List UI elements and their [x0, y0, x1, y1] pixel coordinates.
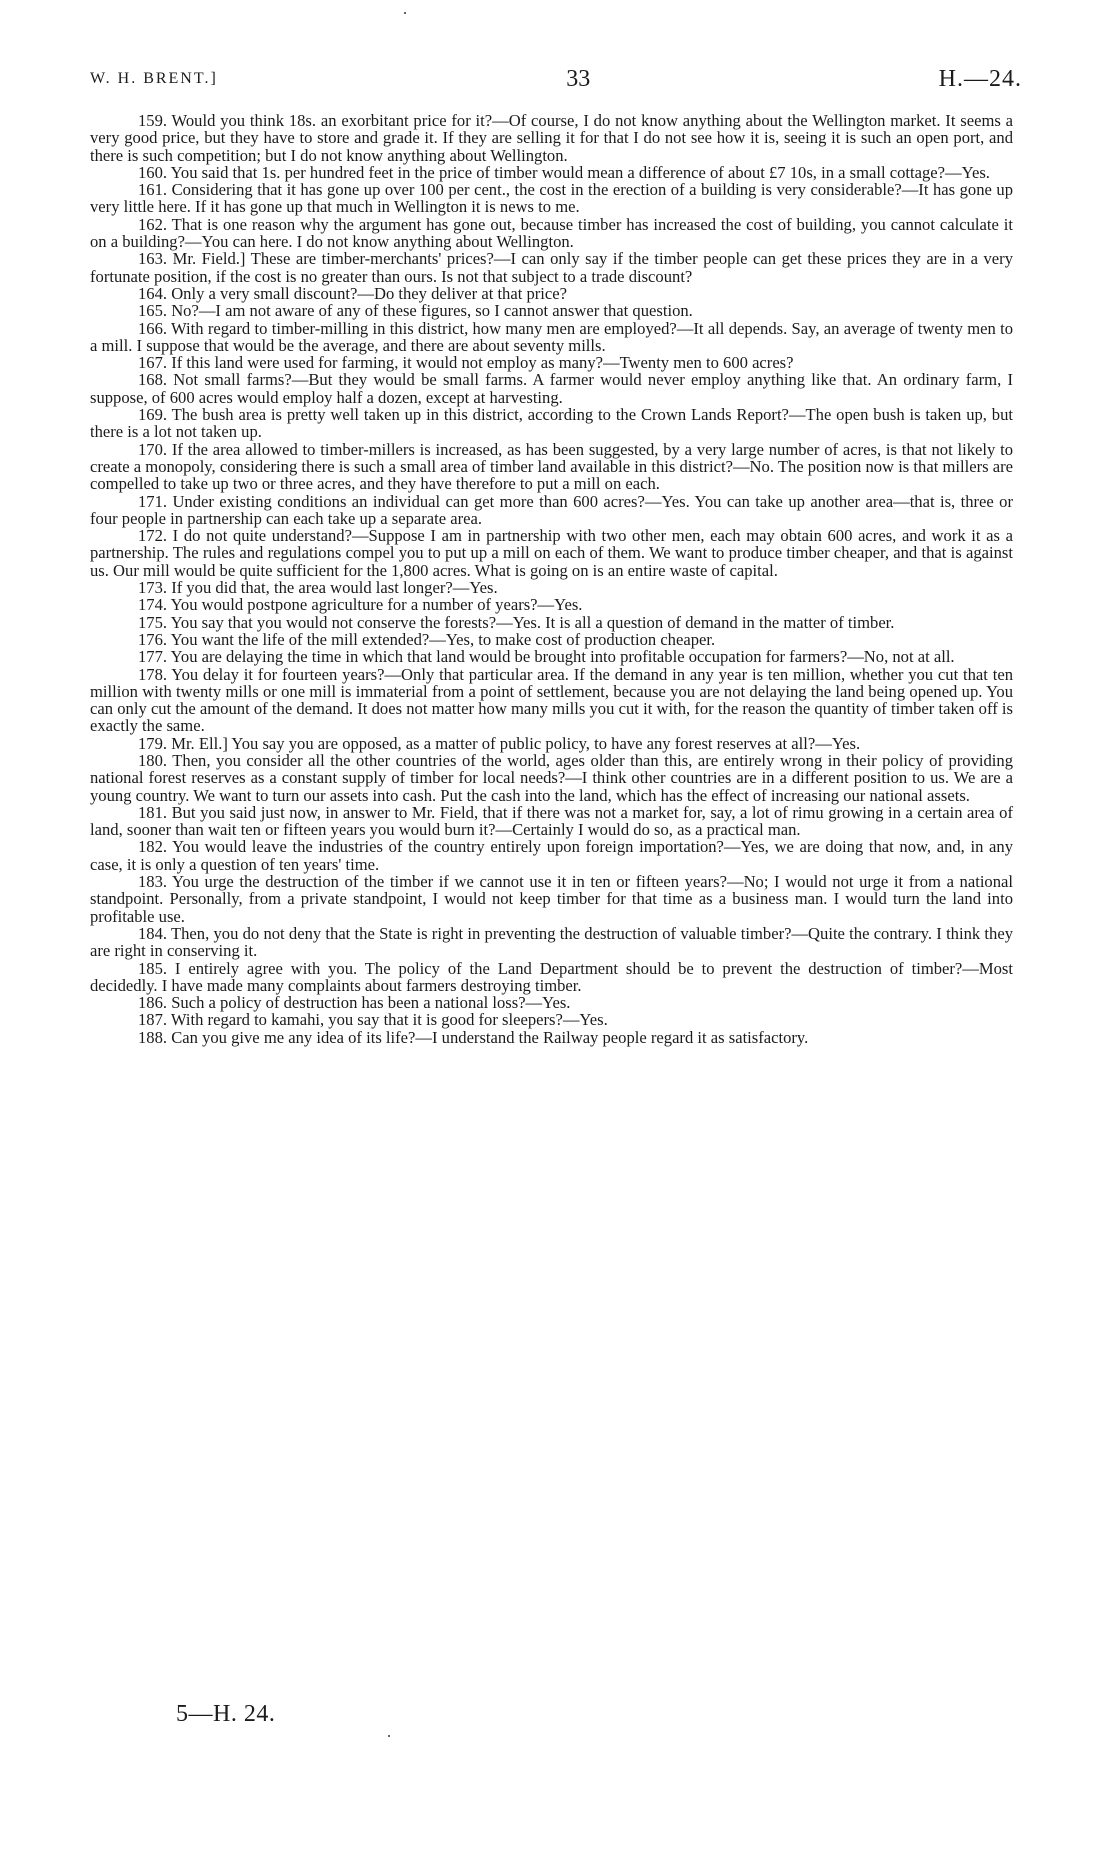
signature-mark: 5—H. 24. — [176, 1701, 276, 1727]
evidence-text — [90, 112, 1013, 1046]
paragraph-177: 177. You are delaying the time in which that land would be brought into profitable occupation for farmers?—No, not at all. — [138, 647, 955, 667]
paragraph-176: 176. You want the life of the mill extended?—Yes, to make cost of production cheaper. — [138, 629, 716, 649]
paragraph-175: 175. You say that you would not conserve the forests?—Yes. It is all a question of demand in the matter of timber. — [138, 612, 895, 632]
paragraph-171: 171. Under existing conditions an individual can get more than 600 acres?—Yes. You can take up another area—that is, three or four people in partnership can each take up a separate area. — [90, 491, 1013, 528]
paragraph-182: 182. You would leave the industries of the country entirely upon foreign importation?—Yes, we are doing that now, and, in any case, it is only a question of ten years' time. — [90, 837, 1013, 874]
paragraph-159: 159. Would you think 18s. an exorbitant price for it?—Of course, I do not know anything about the Wellington market. It seems a very good price, but they have to store and grade it. If they are selling it for that I do not see how it is, seeing it is such an open port, and there is such competition; but I do not know anything about Wellington. — [90, 111, 1013, 165]
paragraph-167: 167. If this land were used for farming, it would not employ as many?—Twenty men to 600 acres? — [138, 353, 794, 373]
paragraph-163: 163. Mr. Field.] These are timber-merchants' prices?—I can only say if the timber people can get these prices they are in a very fortunate position, if the cost is no greater than ours. Is not that subject to a trade discount? — [90, 249, 1013, 286]
paragraph-165: 165. No?—I am not aware of any of these figures, so I cannot answer that question. — [138, 301, 693, 321]
paragraph-186: 186. Such a policy of destruction has been a national loss?—Yes. — [138, 993, 571, 1013]
print-speck — [404, 12, 406, 14]
witness-name: W. H. BRENT.] — [90, 70, 218, 87]
paragraph-162: 162. That is one reason why the argument has gone out, because timber has increased the cost of building, you cannot calculate it on a building?—You can here. I do not know anything about Wellington. — [90, 214, 1013, 252]
paper-reference: H.—24. — [938, 65, 1022, 92]
paragraph-174: 174. You would postpone agriculture for a number of years?—Yes. — [138, 595, 583, 615]
paragraph-188: 188. Can you give me any idea of its life?—I understand the Railway people regard it as satisfactory. — [138, 1027, 809, 1047]
paragraph-173: 173. If you did that, the area would last longer?—Yes. — [138, 578, 498, 598]
paragraph-164: 164. Only a very small discount?—Do they deliver at that price? — [138, 283, 568, 303]
print-speck — [388, 1735, 390, 1737]
paragraph-178: 178. You delay it for fourteen years?—Only that particular area. If the demand in any year is ten million, whether you cut that ten million with twenty mills or one mill is immaterial from a point of settlement, because you are not delaying the land being opened up. You can only cut the amount of the demand. It does not matter how many mills you cut it with, for the reason the quantity of timber taken off is exactly the same. — [90, 664, 1013, 736]
paragraph-170: 170. If the area allowed to timber-millers is increased, as has been suggested, by a very large number of acres, is that not likely to create a monopoly, considering there is such a small area of timber land available in this district?—No. The position now is that millers are compelled to take up two or three acres, and they have therefore to put a mill on each. — [90, 439, 1013, 494]
paragraph-185: 185. I entirely agree with you. The policy of the Land Department should be to prevent the destruction of timber?—Most decidedly. I have made many complaints about farmers destroying timber. — [90, 958, 1013, 995]
paragraph-160: 160. You said that 1s. per hundred feet in the price of timber would mean a difference of about £7 10s, in a small cottage?—Yes. — [138, 162, 990, 182]
paragraph-184: 184. Then, you do not deny that the State is right in preventing the destruction of valuable timber?—Quite the contrary. I think they are right in conserving it. — [90, 923, 1013, 961]
paragraph-179: 179. Mr. Ell.] You say you are opposed, as a matter of public policy, to have any forest reserves at all?—Yes. — [138, 733, 861, 753]
paragraph-187: 187. With regard to kamahi, you say that it is good for sleepers?—Yes. — [138, 1010, 608, 1030]
paragraph-181: 181. But you said just now, in answer to Mr. Field, that if there was not a market for, say, a lot of rimu growing in a certain area of land, sooner than wait ten or fifteen years you would burn it?—Certainly I would do so, as a practical man. — [90, 802, 1013, 840]
paragraph-180: 180. Then, you consider all the other countries of the world, ages older than this, are entirely wrong in their policy of providing national forest reserves as a constant supply of timber for local needs?—I think other countries are in a different position to us. We are a young country. We want to turn our assets into cash. Put the cash into the land, which has the effect of increasing our national assets. — [90, 750, 1013, 805]
paragraph-169: 169. The bush area is pretty well taken up in this district, according to the Crown Lands Report?—The open bush is taken up, but there is a lot not taken up. — [90, 405, 1013, 442]
paragraph-166: 166. With regard to timber-milling in this district, how many men are employed?—It all depends. Say, an average of twenty men to a mill. I suppose that would be the average, and there are about seventy mills. — [90, 318, 1013, 355]
paragraph-172: 172. I do not quite understand?—Suppose I am in partnership with two other men, each may obtain 600 acres, and work it as a partnership. The rules and regulations compel you to put up a mill on each of them. We want to produce timber cheaper, and that is against us. Our mill would be quite sufficient for the 1,800 acres. What is going on is an entire waste of capital. — [90, 526, 1013, 580]
paragraph-183: 183. You urge the destruction of the timber if we cannot use it in ten or fifteen years?—No; I would not urge it from a national standpoint. Personally, from a private standpoint, I would not keep timber for that time as a business man. I would turn the land into profitable use. — [90, 872, 1013, 926]
page-number: 33 — [566, 65, 591, 92]
page-header — [90, 62, 1022, 96]
paragraph-168: 168. Not small farms?—But they would be small farms. A farmer would never employ anything like that. An ordinary farm, I suppose, of 600 acres would employ half a dozen, except at harvesting. — [90, 370, 1013, 407]
paragraph-161: 161. Considering that it has gone up over 100 per cent., the cost in the erection of a building is very considerable?—It has gone up very little here. If it has gone up that much in Wellington it is news to me. — [90, 180, 1013, 217]
